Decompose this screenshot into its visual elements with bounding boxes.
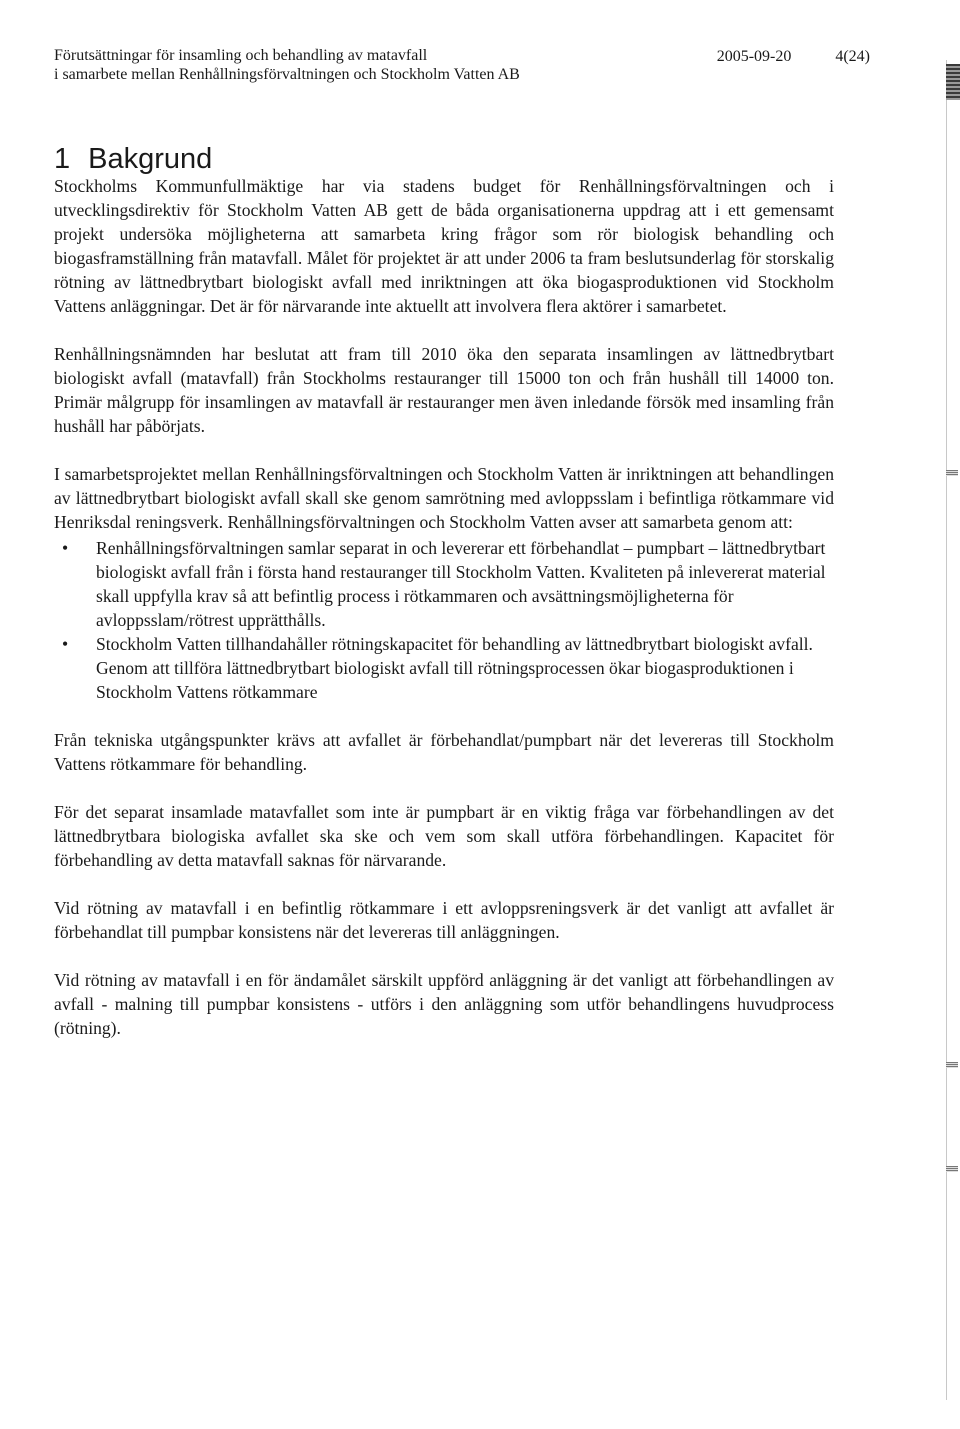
paragraph-4: Från tekniska utgångspunkter krävs att avfallet är förbehandlat/pumpbart när det levereras till Stockholm Vattens rötkammare för behandling. bbox=[54, 730, 834, 774]
bullet-item-text: Stockholm Vatten tillhandahåller rötningskapacitet för behandling av lättnedbrytbart biologiskt avfall. Genom att tillföra lättnedbrytbart biologiskt avfall till rötningsprocessen ökar biogasproduktionen i Stockholm Vattens rötkammare bbox=[96, 634, 813, 702]
bullet-marker: • bbox=[62, 634, 69, 654]
bullet-item-text: Renhållningsförvaltningen samlar separat in och levererar ett förbehandlat – pumpbart – lättnedbrytbart biologiskt avfall från i första hand restauranger till Stockholm Vatten. Kvaliteten på inlevererat material skall uppfylla krav så att befintlig process i rötkammaren och avsättningsmöjligheterna för avloppsslam/rötrest upprätthålls. bbox=[96, 538, 826, 630]
page-number: 4(24) bbox=[835, 48, 870, 65]
header-meta bbox=[717, 48, 870, 66]
paragraph-7: Vid rötning av matavfall i en för ändamålet särskilt uppförd anläggning är det vanligt att förbehandlingen av avfall - malning till pumpbar konsistens - utförs i den anläggning som utför behandlingens huvudprocess (rötning). bbox=[54, 970, 834, 1038]
bullet-item-2 bbox=[54, 632, 834, 704]
header-title-line-2: i samarbete mellan Renhållningsförvaltningen och Stockholm Vatten AB bbox=[54, 66, 520, 83]
scan-edge-tick bbox=[946, 1062, 958, 1068]
header-title-line-1: Förutsättningar för insamling och behandling av matavfall bbox=[54, 47, 428, 64]
paragraph-5: För det separat insamlade matavfallet som inte är pumpbart är en viktig fråga var förbehandlingen av det lättnedbrytbara biologiska avfallet ska ske och vem som skall utföra förbehandlingen. Kapacitet för förbehandling av detta matavfall saknas för närvarande. bbox=[54, 802, 834, 870]
scan-edge-artifact bbox=[938, 0, 960, 1429]
scan-edge-tick bbox=[946, 470, 958, 476]
section-title: Bakgrund bbox=[88, 143, 213, 175]
bullet-marker: • bbox=[62, 538, 69, 558]
document-header bbox=[54, 46, 520, 84]
paragraph-1: Stockholms Kommunfullmäktige har via stadens budget för Renhållningsförvaltningen och i utvecklingsdirektiv för Stockholm Vatten AB gett de båda organisationerna uppdrag att i ett gemensamt projekt undersöka möjligheterna att samarbeta kring frågor som rör biologisk behandling och biogasframställning från matavfall. Målet för projektet är att under 2006 ta fram beslutsunderlag för storskalig rötning av lättnedbrytbart biologiskt avfall med inriktningen att öka biogasproduktionen vid Stockholm Vattens anläggningar. Det är för närvarande inte aktuellt att involvera flera aktörer i samarbetet. bbox=[54, 176, 834, 316]
paragraph-3: I samarbetsprojektet mellan Renhållningsförvaltningen och Stockholm Vatten är inriktningen att behandlingen av lättnedbrytbart biologiskt avfall skall ske genom samrötning med avloppsslam i befintliga rötkammare vid Henriksdal reningsverk. Renhållningsförvaltningen och Stockholm Vatten avser att samarbeta genom att: bbox=[54, 464, 834, 532]
bullet-list bbox=[54, 536, 834, 704]
document-body bbox=[54, 142, 834, 1064]
paragraph-6: Vid rötning av matavfall i en befintlig rötkammare i ett avloppsreningsverk är det vanligt att avfallet är förbehandlat till pumpbar konsistens när det levereras till anläggningen. bbox=[54, 898, 834, 942]
bullet-item-1 bbox=[54, 536, 834, 632]
paragraph-2: Renhållningsnämnden har beslutat att fram till 2010 öka den separata insamlingen av lättnedbrytbart biologiskt avfall (matavfall) från Stockholms restauranger till 15000 ton och från hushåll till 14000 ton. Primär målgrupp för insamlingen av matavfall är restauranger men även inledande försök med insamling från hushåll har påbörjats. bbox=[54, 344, 834, 436]
scan-edge-tick bbox=[946, 1166, 958, 1172]
header-date: 2005-09-20 bbox=[716, 48, 792, 65]
section-number: 1 bbox=[54, 143, 71, 175]
scan-edge-line bbox=[946, 60, 947, 1400]
scan-edge-block bbox=[946, 64, 960, 100]
section-heading bbox=[54, 142, 834, 176]
